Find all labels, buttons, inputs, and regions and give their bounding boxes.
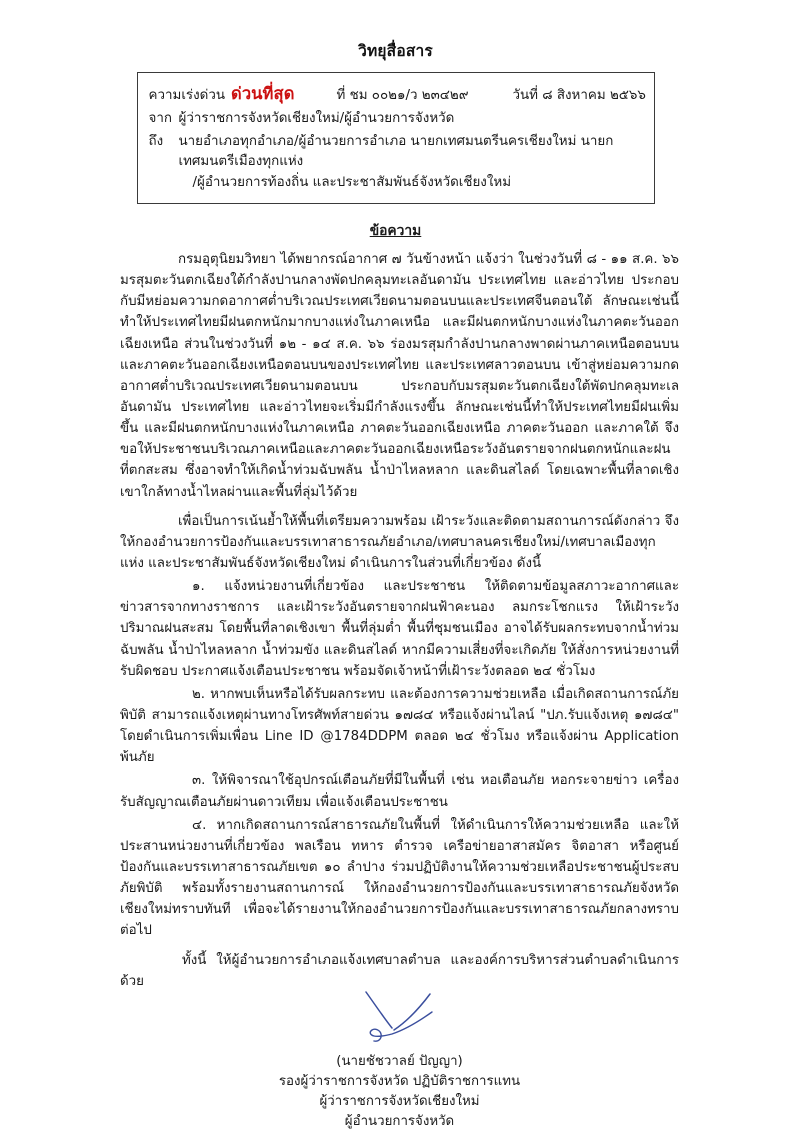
from-label: จาก (148, 110, 172, 126)
paragraph-directive: เพื่อเป็นการเน้นย้ำให้พื้นที่เตรียมความพร้อม เฝ้าระวังและติดตามสถานการณ์ดังกล่าว จึงให้กองอำนวยการป้องกันและบรรเทาสาธารณภัยอำเภอ/เทศบาลนครเชียงใหม่/เทศบาลเมืองทุกแห่ง และประชาสัมพันธ์จังหวัดเชียงใหม่ ดำเนินการในส่วนที่เกี่ยวข้อง ดังนี้ (120, 513, 679, 571)
signatory-title-1: รองผู้ว่าราชการจังหวัด ปฏิบัติราชการแทน (278, 1073, 521, 1089)
paragraph-closing: ทั้งนี้ ให้ผู้อำนวยการอำเภอแจ้งเทศบาลตำบล และองค์การบริหารส่วนตำบลดำเนินการด้วย (120, 952, 679, 989)
signatory-title-3: ผู้อำนวยการจังหวัด (344, 1113, 455, 1129)
from-value: ผู้ว่าราชการจังหวัดเชียงใหม่/ผู้อำนวยการจังหวัด (178, 110, 455, 126)
signature-lines (120, 1052, 679, 1132)
signatory-title-2: ผู้ว่าราชการจังหวัดเชียงใหม่ (319, 1093, 480, 1109)
list-item: ๑. แจ้งหน่วยงานที่เกี่ยวข้อง และประชาชน ให้ติดตามข้อมูลสภาวะอากาศและข่าวสารจากทางราชการ และเฝ้าระวังอันตรายจากฝนฟ้าคะนอง ลมกระโชกแรง ให้เฝ้าระวังปริมาณฝนสะสม โดยพื้นที่ลาดเชิงเขา พื้นที่ลุ่มต่ำ พื้นที่ชุมชนเมือง อาจได้รับผลกระทบจากน้ำท่วมฉับพลัน น้ำป่าไหลหลาก น้ำท่วมขัง และดินสไลด์ หากมีความเสี่ยงที่จะเกิดภัย ให้สั่งการหน่วยงานที่รับผิดชอบ ประกาศแจ้งเตือนประชาชน พร้อมจัดเจ้าหน้าที่เฝ้าระวังตลอด ๒๔ ชั่วโมง (120, 579, 679, 679)
document-body (0, 249, 791, 1136)
urgency-badge: ด่วนที่สุด (231, 83, 295, 103)
list-item: ๔. หากเกิดสถานการณ์สาธารณภัยในพื้นที่ ให้ดำเนินการให้ความช่วยเหลือ และให้ประสานหน่วยงานที่เกี่ยวข้อง พลเรือน ทหาร ตำรวจ เครือข่ายอาสาสมัคร จิตอาสา หรือศูนย์ป้องกันและบรรเทาสาธารณภัยเขต ๑๐ ลำปาง ร่วมปฏิบัติงานให้ความช่วยเหลือประชาชนผู้ประสบภัยพิบัติ พร้อมทั้งรายงานสถานการณ์ ให้กองอำนวยการป้องกันและบรรเทาสาธารณภัยจังหวัดเชียงใหม่ทราบทันที เพื่อจะได้รายงานให้กองอำนวยการป้องกันและบรรเทาสาธารณภัยกลางทราบต่อไป (120, 817, 679, 939)
list-item: ๓. ให้พิจารณาใช้อุปกรณ์เตือนภัยที่มีในพื้นที่ เช่น หอเตือนภัย หอกระจายข่าว เครื่องรับสัญญาณเตือนภัยผ่านดาวเทียม เพื่อแจ้งเตือนประชาชน (120, 773, 679, 810)
document-date: วันที่ ๘ สิงหาคม ๒๕๖๖ (512, 87, 646, 103)
to-value-line1: นายอำเภอทุกอำเภอ/ผู้อำนวยการอำเภอ นายกเทศมนตรีนครเชียงใหม่ นายกเทศมนตรีเมืองทุกแห่ง (178, 133, 614, 170)
to-label: ถึง (148, 133, 164, 149)
urgency-label: ความเร่งด่วน (148, 87, 225, 103)
header-row-urgency (149, 82, 644, 106)
list-item: ๒. หากพบเห็นหรือได้รับผลกระทบ และต้องการความช่วยเหลือ เมื่อเกิดสถานการณ์ภัยพิบัติ สามารถแจ้งเหตุผ่านทางโทรศัพท์สายด่วน ๑๗๘๔ หรือแจ้งผ่านไลน์ "ปภ.รับแจ้งเหตุ ๑๗๘๔" โดยดำเนินการเพิ่มเพื่อน Line ID @1784DDPM ตลอด ๒๔ ชั่วโมง หรือแจ้งผ่าน Application พ้นภัย (120, 686, 679, 766)
header-row-from (149, 109, 644, 129)
to-value (179, 132, 644, 193)
signature-block (120, 996, 679, 1136)
header-box (137, 72, 655, 204)
header-row-to (149, 132, 644, 193)
paragraph-forecast: กรมอุตุนิยมวิทยา ได้พยากรณ์อากาศ ๗ วันข้างหน้า แจ้งว่า ในช่วงวันที่ ๘ - ๑๑ ส.ค. ๖๖ มรสุมตะวันตกเฉียงใต้กำลังปานกลางพัดปกคลุมทะเลอันดามัน ประเทศไทย และอ่าวไทย ประกอบกับมีหย่อมความกดอากาศต่ำบริเวณประเทศเวียดนามตอนบนและประเทศจีนตอนใต้ ลักษณะเช่นนี้ทำให้ประเทศไทยมีฝนตกหนักมากบางแห่งในภาคเหนือ และมีฝนตกหนักบางแห่งในภาคตะวันออกเฉียงเหนือ ส่วนในช่วงวันที่ ๑๒ - ๑๔ ส.ค. ๖๖ ร่องมรสุมกำลังปานกลางพาดผ่านภาคเหนือตอนบนและภาคตะวันออกเฉียงเหนือตอนบนของประเทศไทย และประเทศลาวตอนบน เข้าสู่หย่อมความกดอากาศต่ำบริเวณประเทศเวียดนามตอนบน ประกอบกับมรสุมตะวันตกเฉียงใต้พัดปกคลุมทะเลอันดามัน ประเทศไทย และอ่าวไทยจะเริ่มมีกำลังแรงขึ้น ลักษณะเช่นนี้ทำให้ประเทศไทยมีฝนเพิ่มขึ้น และมีฝนตกหนักบางแห่งในภาคเหนือ ภาคตะวันออกเฉียงเหนือ ภาคตะวันออก และภาคใต้ จึงขอให้ประชาชนบริเวณภาคเหนือและภาคตะวันออกเฉียงเหนือระวังอันตรายจากฝนตกหนักและฝนที่ตกสะสม ซึ่งอาจทำให้เกิดน้ำท่วมฉับพลัน น้ำป่าไหลหลาก และดินสไลด์ โดยเฉพาะพื้นที่ลาดเชิงเขาใกล้ทางน้ำไหลผ่านและพื้นที่ลุ่มไว้ด้วย (120, 252, 679, 500)
document-number: ที่ ชม ๐๐๒๑/ว ๒๓๔๒๙ (336, 87, 469, 103)
signatory-name: (นายชัชวาลย์ ปัญญา) (336, 1053, 463, 1069)
message-heading: ข้อความ (369, 223, 422, 240)
to-value-line2: /ผู้อำนวยการท้องถิ่น และประชาสัมพันธ์จังหวัดเชียงใหม่ (192, 174, 512, 190)
page-title: วิทยุสื่อสาร (358, 42, 433, 60)
